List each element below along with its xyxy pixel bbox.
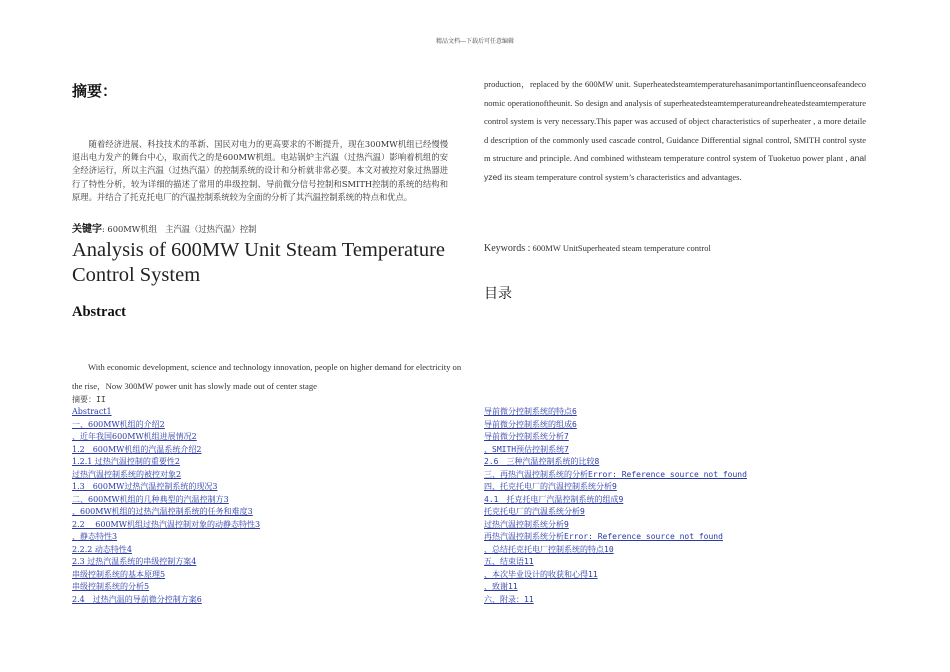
toc-link[interactable]: 二、600MW机组的几种典型的汽温控制方3 [72,494,229,504]
zh-keywords [72,220,256,235]
toc-link[interactable]: 、致谢11 [484,582,518,591]
toc-link[interactable]: 1.2 600MW机组的汽温系统介绍2 [72,444,202,454]
en-abstract-continued [484,75,866,187]
toc-link[interactable]: 、静态特性3 [72,532,118,541]
zh-keywords-label: 关键字 [72,224,102,235]
zh-abstract-heading: 摘要： [72,82,118,100]
en-keywords [484,243,711,254]
zh-keywords-text: : 600MW机组 主汽温（过热汽温）控制 [102,224,257,234]
toc-link[interactable]: 一、600MW机组的介绍2 [72,419,165,429]
toc-link[interactable]: 4.1 托克托电厂汽温控制系统的组成9 [484,494,624,504]
page-header-note: 精品文档---下载后可任意编辑 [435,38,515,45]
toc-link[interactable]: Abstract1 [72,407,112,416]
toc-link[interactable]: 四、托克托电厂的汽温控制系统分析9 [484,482,617,491]
toc-link[interactable]: 2.3 过热汽温系统的串级控制方案4 [72,557,197,566]
toc-link[interactable]: 六、附录：11 [484,594,534,604]
english-title: Analysis of 600MW Unit Steam Temperature Control System [72,239,446,286]
en-abstract-analyzed: analyzed [484,153,867,182]
toc-link[interactable]: 2.2 600MW机组过热汽温控制对象的动静态特性3 [72,519,261,529]
en-keywords-text: 600MW UnitSuperheated steam temperature control [532,243,711,253]
toc-link[interactable]: 1.2.1 过热汽温控制的重要性2 [72,457,180,466]
toc-link[interactable]: 串级控制系统的分析5 [72,582,150,591]
en-abstract-text-2: its steam temperature control system’s characteristics and advantages. [504,171,742,182]
toc-link[interactable]: 导前微分控制系统的组成6 [484,419,577,429]
toc-link[interactable]: 托克托电厂的汽温系统分析9 [484,507,585,516]
toc-link[interactable]: 过热汽温控制系统的被控对象2 [72,469,182,479]
toc-link[interactable]: 、600MW机组的过热汽温控制系统的任务和难度3 [72,507,253,516]
toc-link[interactable]: 、总结托克托电厂控制系统的特点10 [484,544,614,554]
toc-link[interactable]: 导前微分控制系统的特点6 [484,407,577,416]
toc-link[interactable]: 串级控制系统的基本原理5 [72,569,166,579]
toc-link[interactable]: 再热汽温控制系统分析Error: Reference source not found [484,532,723,541]
toc-link[interactable]: 导前微分控制系统分析7 [484,432,569,441]
en-keywords-label: Keywords : [484,243,531,254]
toc-left-column [72,406,260,606]
toc-link[interactable]: 、SMITH预估控制系统7 [484,444,569,454]
zh-abstract-paragraph: 随着经济进展、科技技术的革新、国民对电力的更高要求的不断提升，现在300MW机组已经慢慢退出电力发产的舞台中心，取而代之的是600MW机组。电站锅炉主汽温（过热汽温）影响着机组的安全经济运行，所以主汽温（过热汽温）的控制系统的设计和分析就非常必要。本文对被控对象过热器进行了特性分析，较为详细的描述了常用的串级控制、导前微分信号控制和SMITH控制的系统的结构和原理。并结合了托克托电厂的汽温控制系统较为全面的分析了其汽温控制系统的特点和优点。 [72,139,448,202]
toc-link[interactable]: 五、结束语11 [484,557,534,566]
toc-link[interactable]: 、近年我国600MW机组进展情况2 [72,432,197,441]
toc-link[interactable]: 、本次毕业设计的收获和心得11 [484,569,598,579]
toc-link[interactable]: 过热汽温控制系统分析9 [484,519,569,529]
toc-link[interactable]: 三、再热汽温控制系统的分析Error: Reference source not found [484,469,747,479]
toc-right-column [484,406,747,606]
toc-first-line: 摘要：II [72,395,106,404]
toc-link[interactable]: 2.2.2 动态特性4 [72,544,132,554]
toc-link[interactable]: 2.4 过热汽温的导前微分控制方案6 [72,594,202,604]
en-abstract-paragraph: With economic development, science and technology innovation, people on higher demand for electricity on the rise，Now 300MW power unit has slowly made out of center stage [72,362,462,391]
abstract-heading: Abstract [72,304,126,320]
en-abstract-text-1: production，replaced by the 600MW unit. Superheatedsteamtemperaturehasanimportantinfluenceonsafeandeconomic operationoftheunit. So design and analysis of superheatedsteamtemperatureandreheatedsteamtemperaturecontrol system is very necessary.This paper was accused of object characteristics of superheater , a more detailed description of the commonly used cascade control, Guidance Differential signal control, SMITH control system structure and principle. And combined withsteam temperature control system of Tuoketuo power plant , [484,79,866,164]
toc-link[interactable]: 2.6 三种汽温控制系统的比较8 [484,457,600,466]
toc-link[interactable]: 1.3 600MW过热汽温控制系统的现况3 [72,482,218,491]
toc-heading: 目录 [484,286,512,302]
